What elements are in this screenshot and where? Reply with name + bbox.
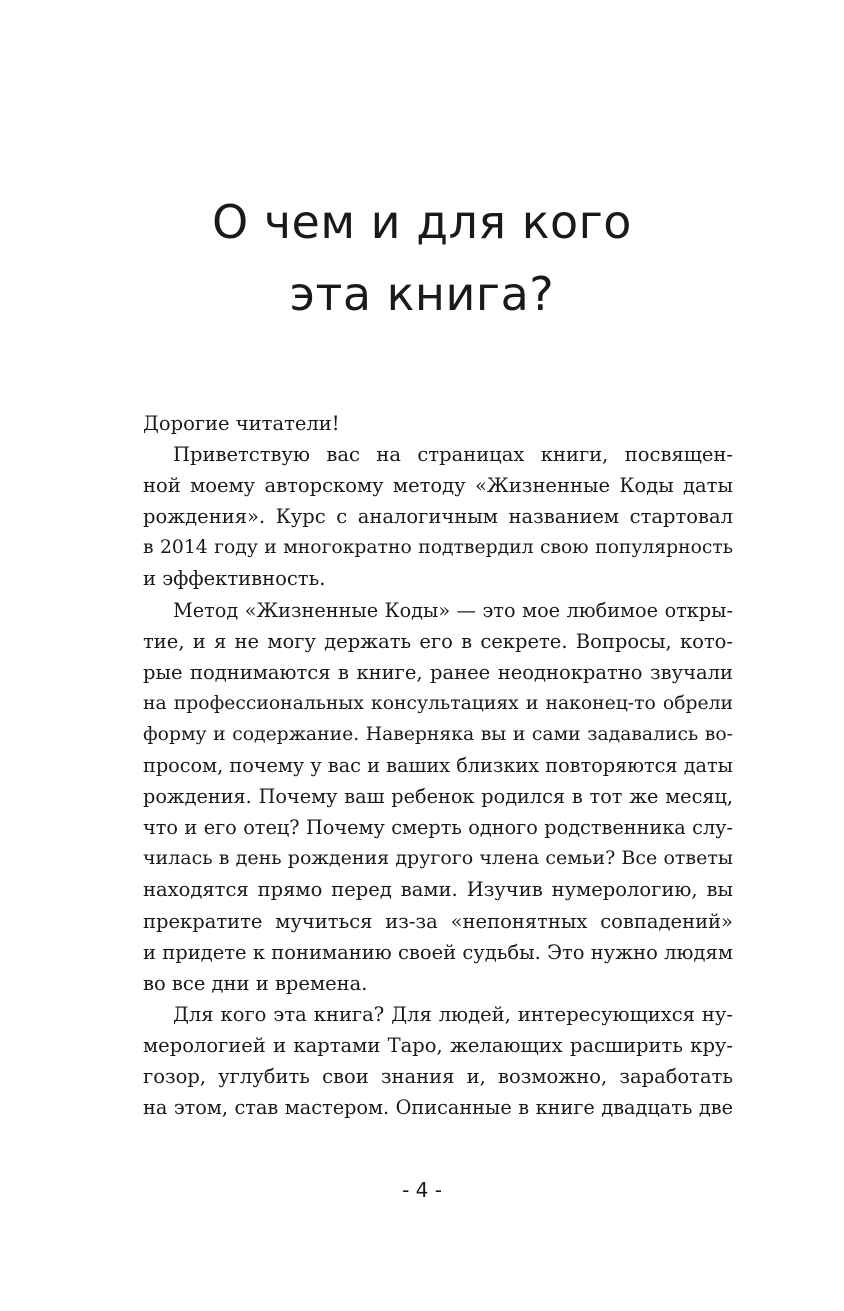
text-line: прекратите мучиться из-за «непонятных совпадений» [143, 909, 733, 933]
chapter-title-line-1: О чем и для кого [212, 195, 632, 249]
text-line: во все дни и времена. [143, 971, 368, 995]
text-line: просом, почему у вас и ваших близких повторяются даты [143, 754, 733, 778]
text-line: что и его отец? Почему смерть одного родственника слу- [143, 816, 733, 840]
chapter-title [0, 186, 844, 330]
text-line: на этом, став мастером. Описанные в книге двадцать две [143, 1096, 733, 1120]
text-line: в 2014 году и многократно подтвердил свою популярность [143, 537, 733, 559]
text-line: Приветствую вас на страницах книги, посвящен- [173, 443, 733, 467]
text-line-greeting: Дорогие читатели! [143, 412, 340, 435]
text-line: ной моему авторскому методу «Жизненные Коды даты [143, 474, 733, 498]
text-line: форму и содержание. Наверняка вы и сами задавались во- [143, 723, 733, 745]
text-line: тие, и я не могу держать его в секрете. Вопросы, кото- [143, 629, 733, 653]
text-line: рождения». Курс с аналогичным названием стартовал [143, 505, 733, 529]
text-line: рождения. Почему ваш ребенок родился в тот же месяц, [143, 785, 733, 809]
chapter-title-line-2: эта книга? [289, 267, 555, 321]
text-line: гозор, углубить свои знания и, возможно, заработать [143, 1064, 733, 1088]
text-line: Для кого эта книга? Для людей, интересующихся ну- [173, 1002, 733, 1026]
text-line: и придете к пониманию своей судьбы. Это нужно людям [143, 940, 733, 964]
text-line: чилась в день рождения другого члена семьи? Все ответы [143, 847, 733, 870]
text-line: рые поднимаются в книге, ранее неоднократно звучали [143, 660, 733, 684]
text-line: на профессиональных консультациях и наконец-то обрели [143, 692, 733, 714]
text-line: Метод «Жизненные Коды» — это мое любимое откры- [173, 598, 733, 622]
text-line: находятся прямо перед вами. Изучив нумерологию, вы [143, 878, 733, 902]
page-number: - 4 - [402, 1178, 442, 1202]
text-line: мерологией и картами Таро, желающих расширить кру- [143, 1033, 733, 1057]
body-text [143, 408, 733, 1123]
text-line: и эффективность. [143, 567, 326, 591]
